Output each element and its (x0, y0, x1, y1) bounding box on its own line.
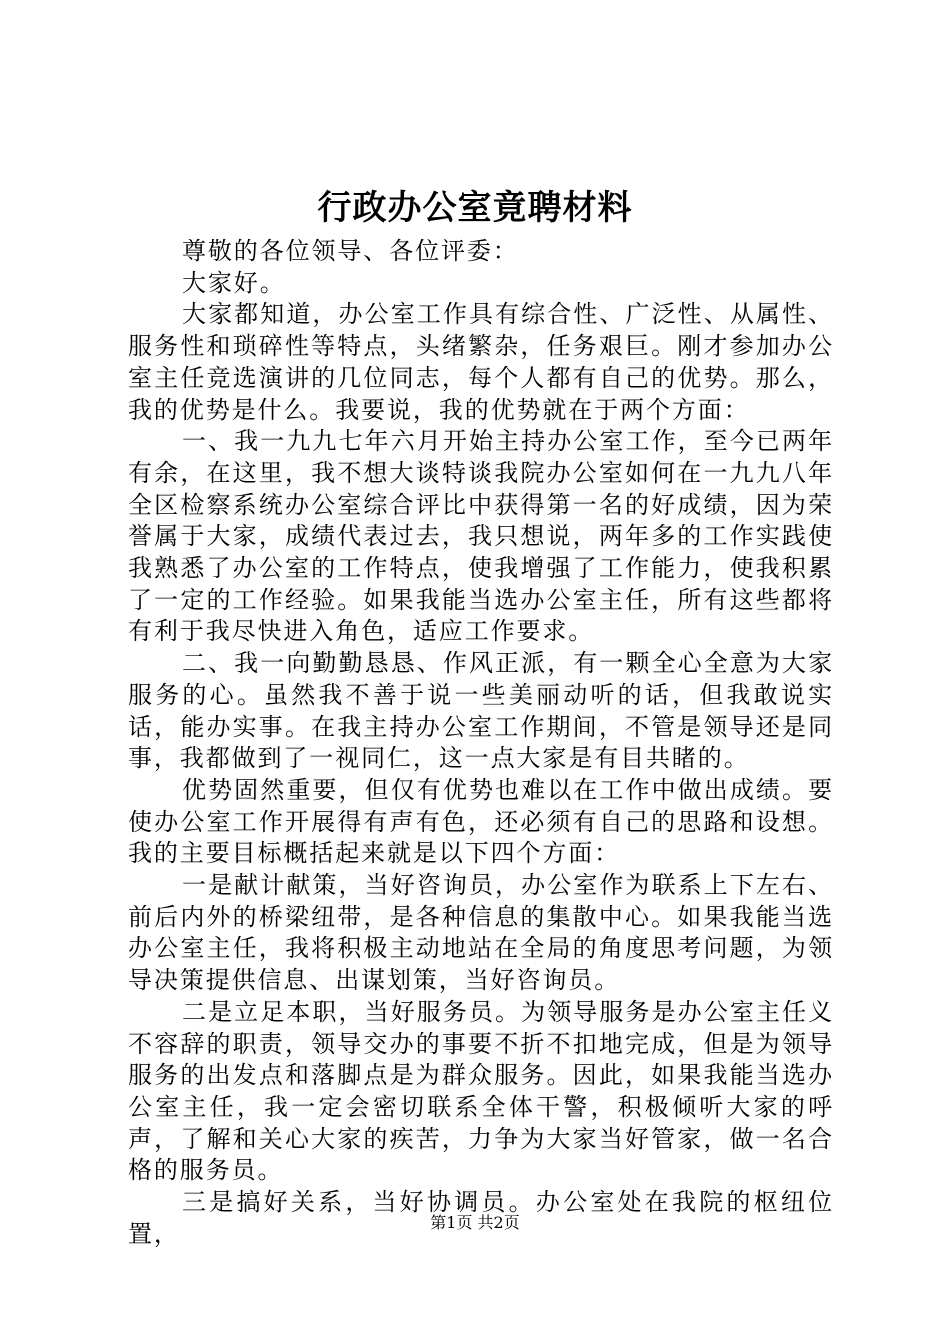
greeting-paragraph: 大家好。 (182, 268, 286, 297)
body-paragraph: 二、我一向勤勤恳恳、作风正派，有一颗全心全意为大家服务的心。虽然我不善于说一些美丽动听的话，但我敢说实话，能办实事。在我主持办公室工作期间，不管是领导还是同事，我都做到了一视同仁，这一点大家是有目共睹的。 (128, 649, 834, 773)
body-paragraph: 一是献计献策，当好咨询员，办公室作为联系上下左右、前后内外的桥梁纽带，是各种信息的集散中心。如果我能当选办公室主任，我将积极主动地站在全局的角度思考问题，为领导决策提供信息、出谋划策，当好咨询员。 (128, 871, 834, 995)
body-paragraph: 优势固然重要，但仅有优势也难以在工作中做出成绩。要使办公室工作开展得有声有色，还必须有自己的思路和设想。我的主要目标概括起来就是以下四个方面： (128, 775, 834, 868)
body-paragraph: 三是搞好关系，当好协调员。办公室处在我院的枢纽位置， (128, 1188, 834, 1248)
page-number-footer: 第1页 共2页 (430, 1213, 520, 1232)
document-body (128, 236, 834, 1251)
body-paragraph: 大家都知道，办公室工作具有综合性、广泛性、从属性、服务性和琐碎性等特点，头绪繁杂，任务艰巨。刚才参加办公室主任竞选演讲的几位同志，每个人都有自己的优势。那么，我的优势是什么。我要说，我的优势就在于两个方面： (128, 300, 834, 424)
salutation-paragraph: 尊敬的各位领导、各位评委： (182, 237, 519, 265)
document-title: 行政办公室竟聘材料 (317, 188, 633, 228)
body-paragraph: 一、我一九九七年六月开始主持办公室工作，至今已两年有余，在这里，我不想大谈特谈我院办公室如何在一九九八年全区检察系统办公室综合评比中获得第一名的好成绩，因为荣誉属于大家，成绩代表过去，我只想说，两年多的工作实践使我熟悉了办公室的工作特点，使我增强了工作能力，使我积累了一定的工作经验。如果我能当选办公室主任，所有这些都将有利于我尽快进入角色，适应工作要求。 (128, 427, 834, 646)
body-paragraph: 二是立足本职，当好服务员。为领导服务是办公室主任义不容辞的职责，领导交办的事要不折不扣地完成，但是为领导服务的出发点和落脚点是为群众服务。因此，如果我能当选办公室主任，我一定会密切联系全体干警，积极倾听大家的呼声，了解和关心大家的疾苦，力争为大家当好管家，做一名合格的服务员。 (128, 997, 834, 1185)
